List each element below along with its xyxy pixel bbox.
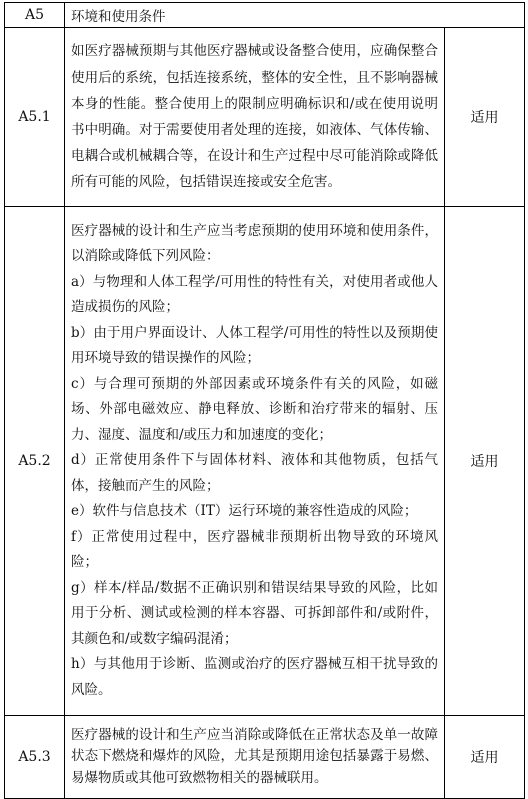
clause-item-g: g）样本/样品/数据不正确识别和错误结果导致的风险，比如用于分析、测试或检测的样本容器、可拆卸部件和/或附件，其颜色和/或数字编码混淆； — [71, 579, 438, 647]
clause-code: A5.1 — [5, 28, 65, 207]
clause-text — [65, 207, 445, 716]
clause-item-c: c）与合理可预期的外部因素或环境条件有关的风险，如磁场、外部电磁效应、静电释放、诊断和治疗带来的辐射、压力、湿度、温度和/或压力和加速度的变化； — [71, 375, 438, 443]
section-title: 环境和使用条件 — [65, 3, 525, 28]
applicability-status: 适用 — [445, 28, 525, 207]
requirements-table-wrapper — [4, 2, 524, 799]
table-row — [5, 207, 525, 716]
applicability-status: 适用 — [445, 207, 525, 716]
clause-paragraph: 医疗器械的设计和生产应当考虑预期的使用环境和使用条件，以消除或降低下列风险： — [71, 222, 438, 265]
clause-text — [65, 716, 445, 799]
clause-item-h: h）与其他用于诊断、监测或治疗的医疗器械互相干扰导致的风险。 — [71, 656, 438, 698]
section-code: A5 — [5, 3, 65, 28]
section-header-row — [5, 3, 525, 28]
clause-text — [65, 28, 445, 207]
table-row — [5, 716, 525, 799]
table-row — [5, 28, 525, 207]
clause-item-d: d）正常使用条件下与固体材料、液体和其他物质，包括气体，接触而产生的风险； — [71, 452, 438, 494]
clause-paragraph: 如医疗器械预期与其他医疗器械或设备整合使用，应确保整合使用后的系统，包括连接系统，整体的安全性，且不影响器械本身的性能。整合使用上的限制应明确标识和/或在使用说明书中明确。对于需要使用者处理的连接，如液体、气体传输、电耦合或机械耦合等，在设计和生产过程中尽可能消除或降低所有可能的风险，包括错误连接或安全危害。 — [71, 43, 438, 191]
clause-item-f: f）正常使用过程中，医疗器械非预期析出物导致的环境风险； — [71, 528, 438, 571]
clause-item-e: e）软件与信息技术（IT）运行环境的兼容性造成的风险； — [71, 503, 418, 520]
clause-code: A5.2 — [5, 207, 65, 716]
clause-code: A5.3 — [5, 716, 65, 799]
applicability-status: 适用 — [445, 716, 525, 799]
clause-item-b: b）由于用户界面设计、人体工程学/可用性的特性以及预期使用环境导致的错误操作的风险； — [71, 324, 438, 367]
clause-paragraph: 医疗器械的设计和生产应当消除或降低在正常状态及单一故障状态下燃烧和爆炸的风险，尤其是预期用途包括暴露于易燃、易爆物质或其他可致燃物相关的器械联用。 — [71, 726, 438, 786]
clause-item-a: a）与物理和人体工程学/可用性的特性有关，对使用者或他人造成损伤的风险； — [71, 273, 438, 316]
requirements-table — [4, 2, 525, 799]
